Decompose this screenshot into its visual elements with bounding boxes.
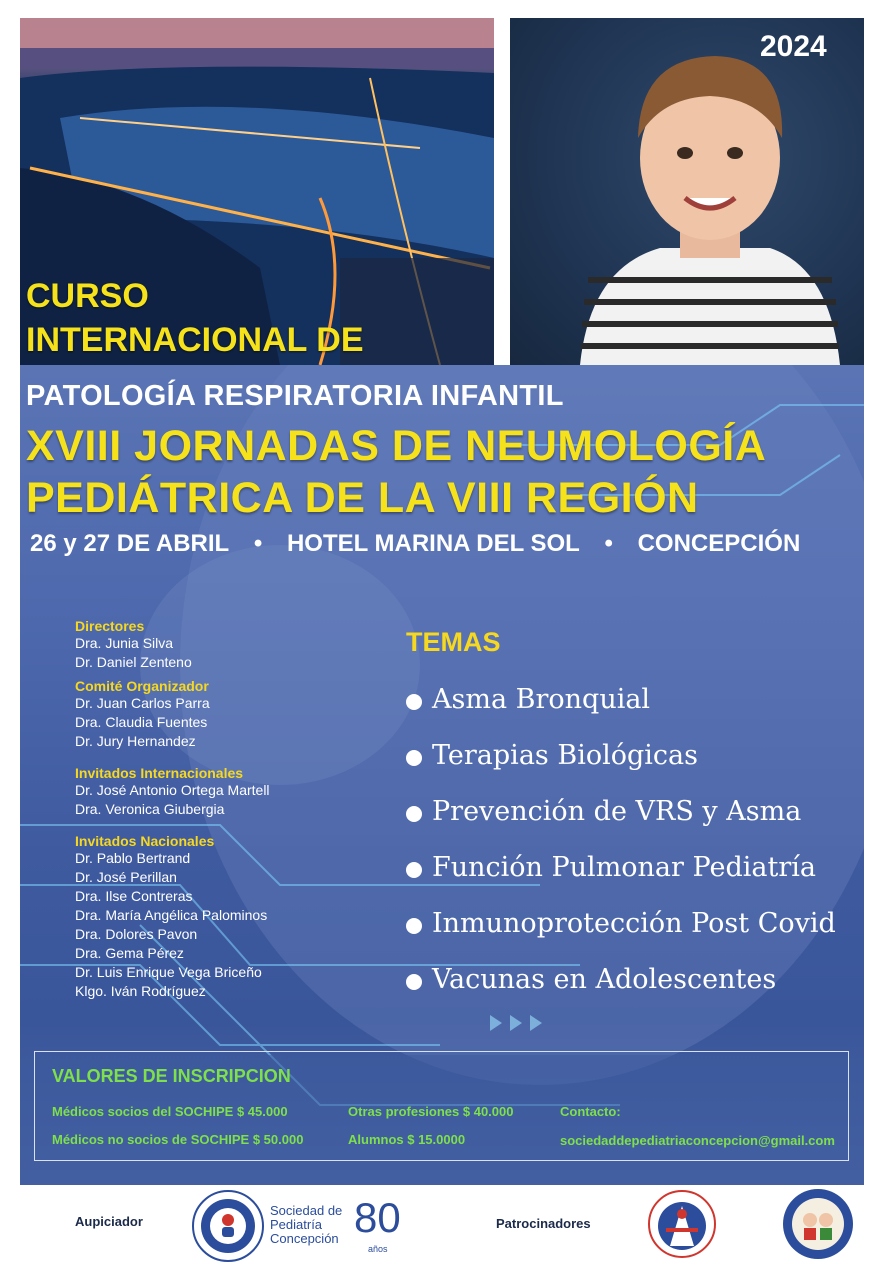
tema-item (406, 796, 836, 852)
tema-item (406, 852, 836, 908)
tema-label: Vacunas en Adolescentes (432, 964, 777, 995)
title-line-1: XVIII JORNADAS DE NEUMOLOGÍA (26, 422, 767, 470)
price-alumnos: Alumnos $ 15.0000 (348, 1132, 466, 1147)
event-info (30, 530, 800, 558)
person-name: Dr. Daniel Zenteno (75, 654, 192, 670)
person-name: Dra. Claudia Fuentes (75, 714, 208, 730)
price-no-socios: Médicos no socios de SOCHIPE $ 50.000 (52, 1132, 304, 1147)
tema-item (406, 964, 836, 1020)
tema-label: Asma Bronquial (432, 684, 651, 715)
temas-heading: TEMAS (406, 627, 501, 657)
person-name: Dr. José Antonio Ortega Martell (75, 782, 270, 798)
bullet-icon (406, 750, 422, 766)
bullet-icon (406, 862, 422, 878)
title-line-2: PEDIÁTRICA DE LA VIII REGIÓN (26, 474, 699, 522)
patrocinadores-label: Patrocinadores (496, 1216, 591, 1231)
person-name: Dra. Ilse Contreras (75, 888, 193, 904)
person-name: Dra. Gema Pérez (75, 945, 184, 961)
separator-dot: • (253, 530, 263, 557)
person-name: Dra. Junia Silva (75, 635, 174, 651)
comite-heading: Comité Organizador (75, 678, 209, 694)
sochipe-logo (648, 1190, 716, 1258)
child-photo (510, 18, 864, 365)
event-city: CONCEPCIÓN (637, 530, 801, 557)
course-line-2: INTERNACIONAL DE (26, 321, 364, 359)
person-name: Dr. Luis Enrique Vega Briceño (75, 964, 262, 980)
price-socios: Médicos socios del SOCHIPE $ 45.000 (52, 1104, 288, 1119)
course-heading (26, 274, 364, 362)
tema-label: Función Pulmonar Pediatría (432, 852, 816, 883)
event-venue: HOTEL MARINA DEL SOL (286, 530, 580, 557)
person-name: Dra. Veronica Giubergia (75, 801, 225, 817)
person-name: Dr. José Perillan (75, 869, 177, 885)
bullet-icon (406, 918, 422, 934)
tema-item (406, 908, 836, 964)
person-name: Klgo. Iván Rodríguez (75, 983, 206, 999)
person-name: Dra. Dolores Pavon (75, 926, 198, 942)
nacionales-heading: Invitados Nacionales (75, 833, 215, 849)
bullet-icon (406, 694, 422, 710)
bullet-icon (406, 806, 422, 822)
internacionales-heading: Invitados Internacionales (75, 765, 244, 781)
tema-label: Inmunoprotección Post Covid (432, 908, 836, 939)
contact-label: Contacto: (560, 1104, 621, 1119)
price-otras: Otras profesiones $ 40.000 (348, 1104, 514, 1119)
course-line-1: CURSO (26, 277, 149, 315)
sochinep-logo (782, 1188, 854, 1260)
tema-label: Terapias Biológicas (432, 740, 698, 771)
registration-heading: VALORES DE INSCRIPCION (52, 1066, 291, 1086)
people-list (75, 618, 375, 1001)
separator-dot: • (604, 530, 613, 557)
tema-item (406, 740, 836, 796)
aupiciador-label: Aupiciador (75, 1214, 143, 1229)
subtitle: PATOLOGÍA RESPIRATORIA INFANTIL (26, 380, 564, 412)
year-label: 2024 (760, 30, 827, 63)
temas-list (406, 684, 836, 1020)
directores-heading: Directores (75, 618, 145, 634)
tema-item (406, 684, 836, 740)
event-date: 26 y 27 DE ABRIL (30, 530, 230, 557)
anniversary-unit: años (368, 1244, 388, 1254)
bullet-icon (406, 974, 422, 990)
society-name: Sociedad de Pediatría Concepción (270, 1203, 343, 1246)
tema-label: Prevención de VRS y Asma (432, 796, 802, 827)
person-name: Dr. Juan Carlos Parra (75, 695, 210, 711)
society-seal-logo (192, 1190, 264, 1262)
contact-email-link[interactable]: sociedaddepediatriaconcepcion@gmail.com (560, 1133, 835, 1148)
person-name: Dra. María Angélica Palominos (75, 907, 268, 923)
person-name: Dr. Jury Hernandez (75, 733, 196, 749)
anniversary-number: 80 (354, 1194, 401, 1241)
person-name: Dr. Pablo Bertrand (75, 850, 191, 866)
